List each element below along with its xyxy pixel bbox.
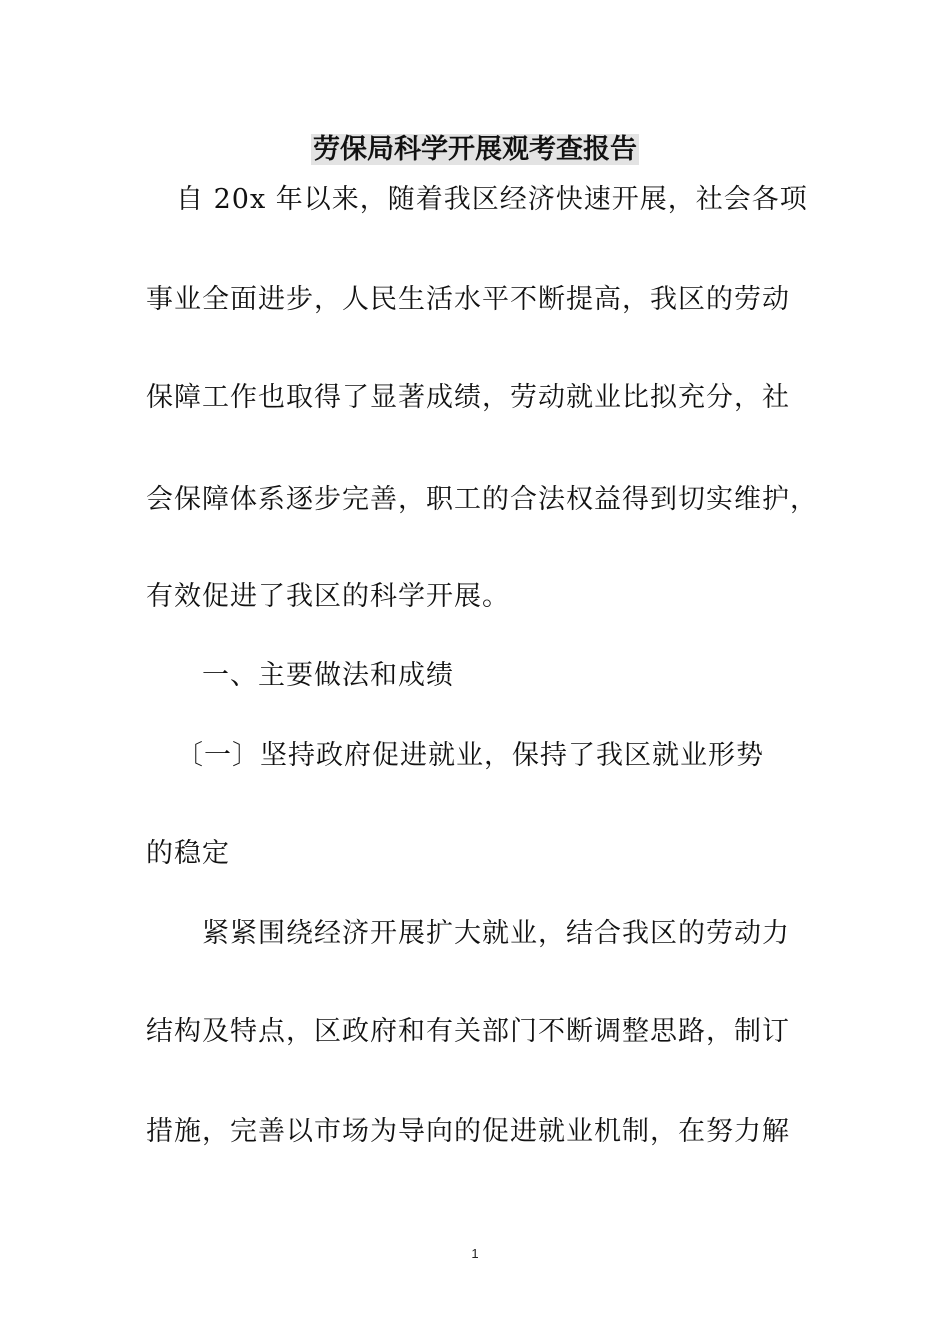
- subsection-heading-continued: 的稳定: [146, 838, 230, 869]
- paragraph-line: 事业全面进步，人民生活水平不断提高，我区的劳动: [146, 284, 790, 315]
- document-title: [0, 130, 950, 170]
- subsection-heading: 〔一〕坚持政府促进就业，保持了我区就业形势: [176, 740, 764, 771]
- paragraph-line: 自 20x 年以来，随着我区经济快速开展，社会各项: [176, 184, 808, 215]
- paragraph-line: 结构及特点，区政府和有关部门不断调整思路，制订: [146, 1016, 790, 1047]
- page-number: 1: [471, 1246, 479, 1261]
- paragraph-line: 紧紧围绕经济开展扩大就业，结合我区的劳动力: [202, 918, 790, 949]
- section-heading: 一、主要做法和成绩: [202, 660, 454, 691]
- paragraph-line: 保障工作也取得了显著成绩，劳动就业比拟充分，社: [146, 382, 790, 413]
- paragraph-line: 措施，完善以市场为导向的促进就业机制，在努力解: [146, 1116, 790, 1147]
- paragraph-line: 有效促进了我区的科学开展。: [146, 581, 510, 612]
- document-title-text: 劳保局科学开展观考查报告: [313, 134, 637, 165]
- paragraph-line: 会保障体系逐步完善，职工的合法权益得到切实维护，: [146, 484, 818, 515]
